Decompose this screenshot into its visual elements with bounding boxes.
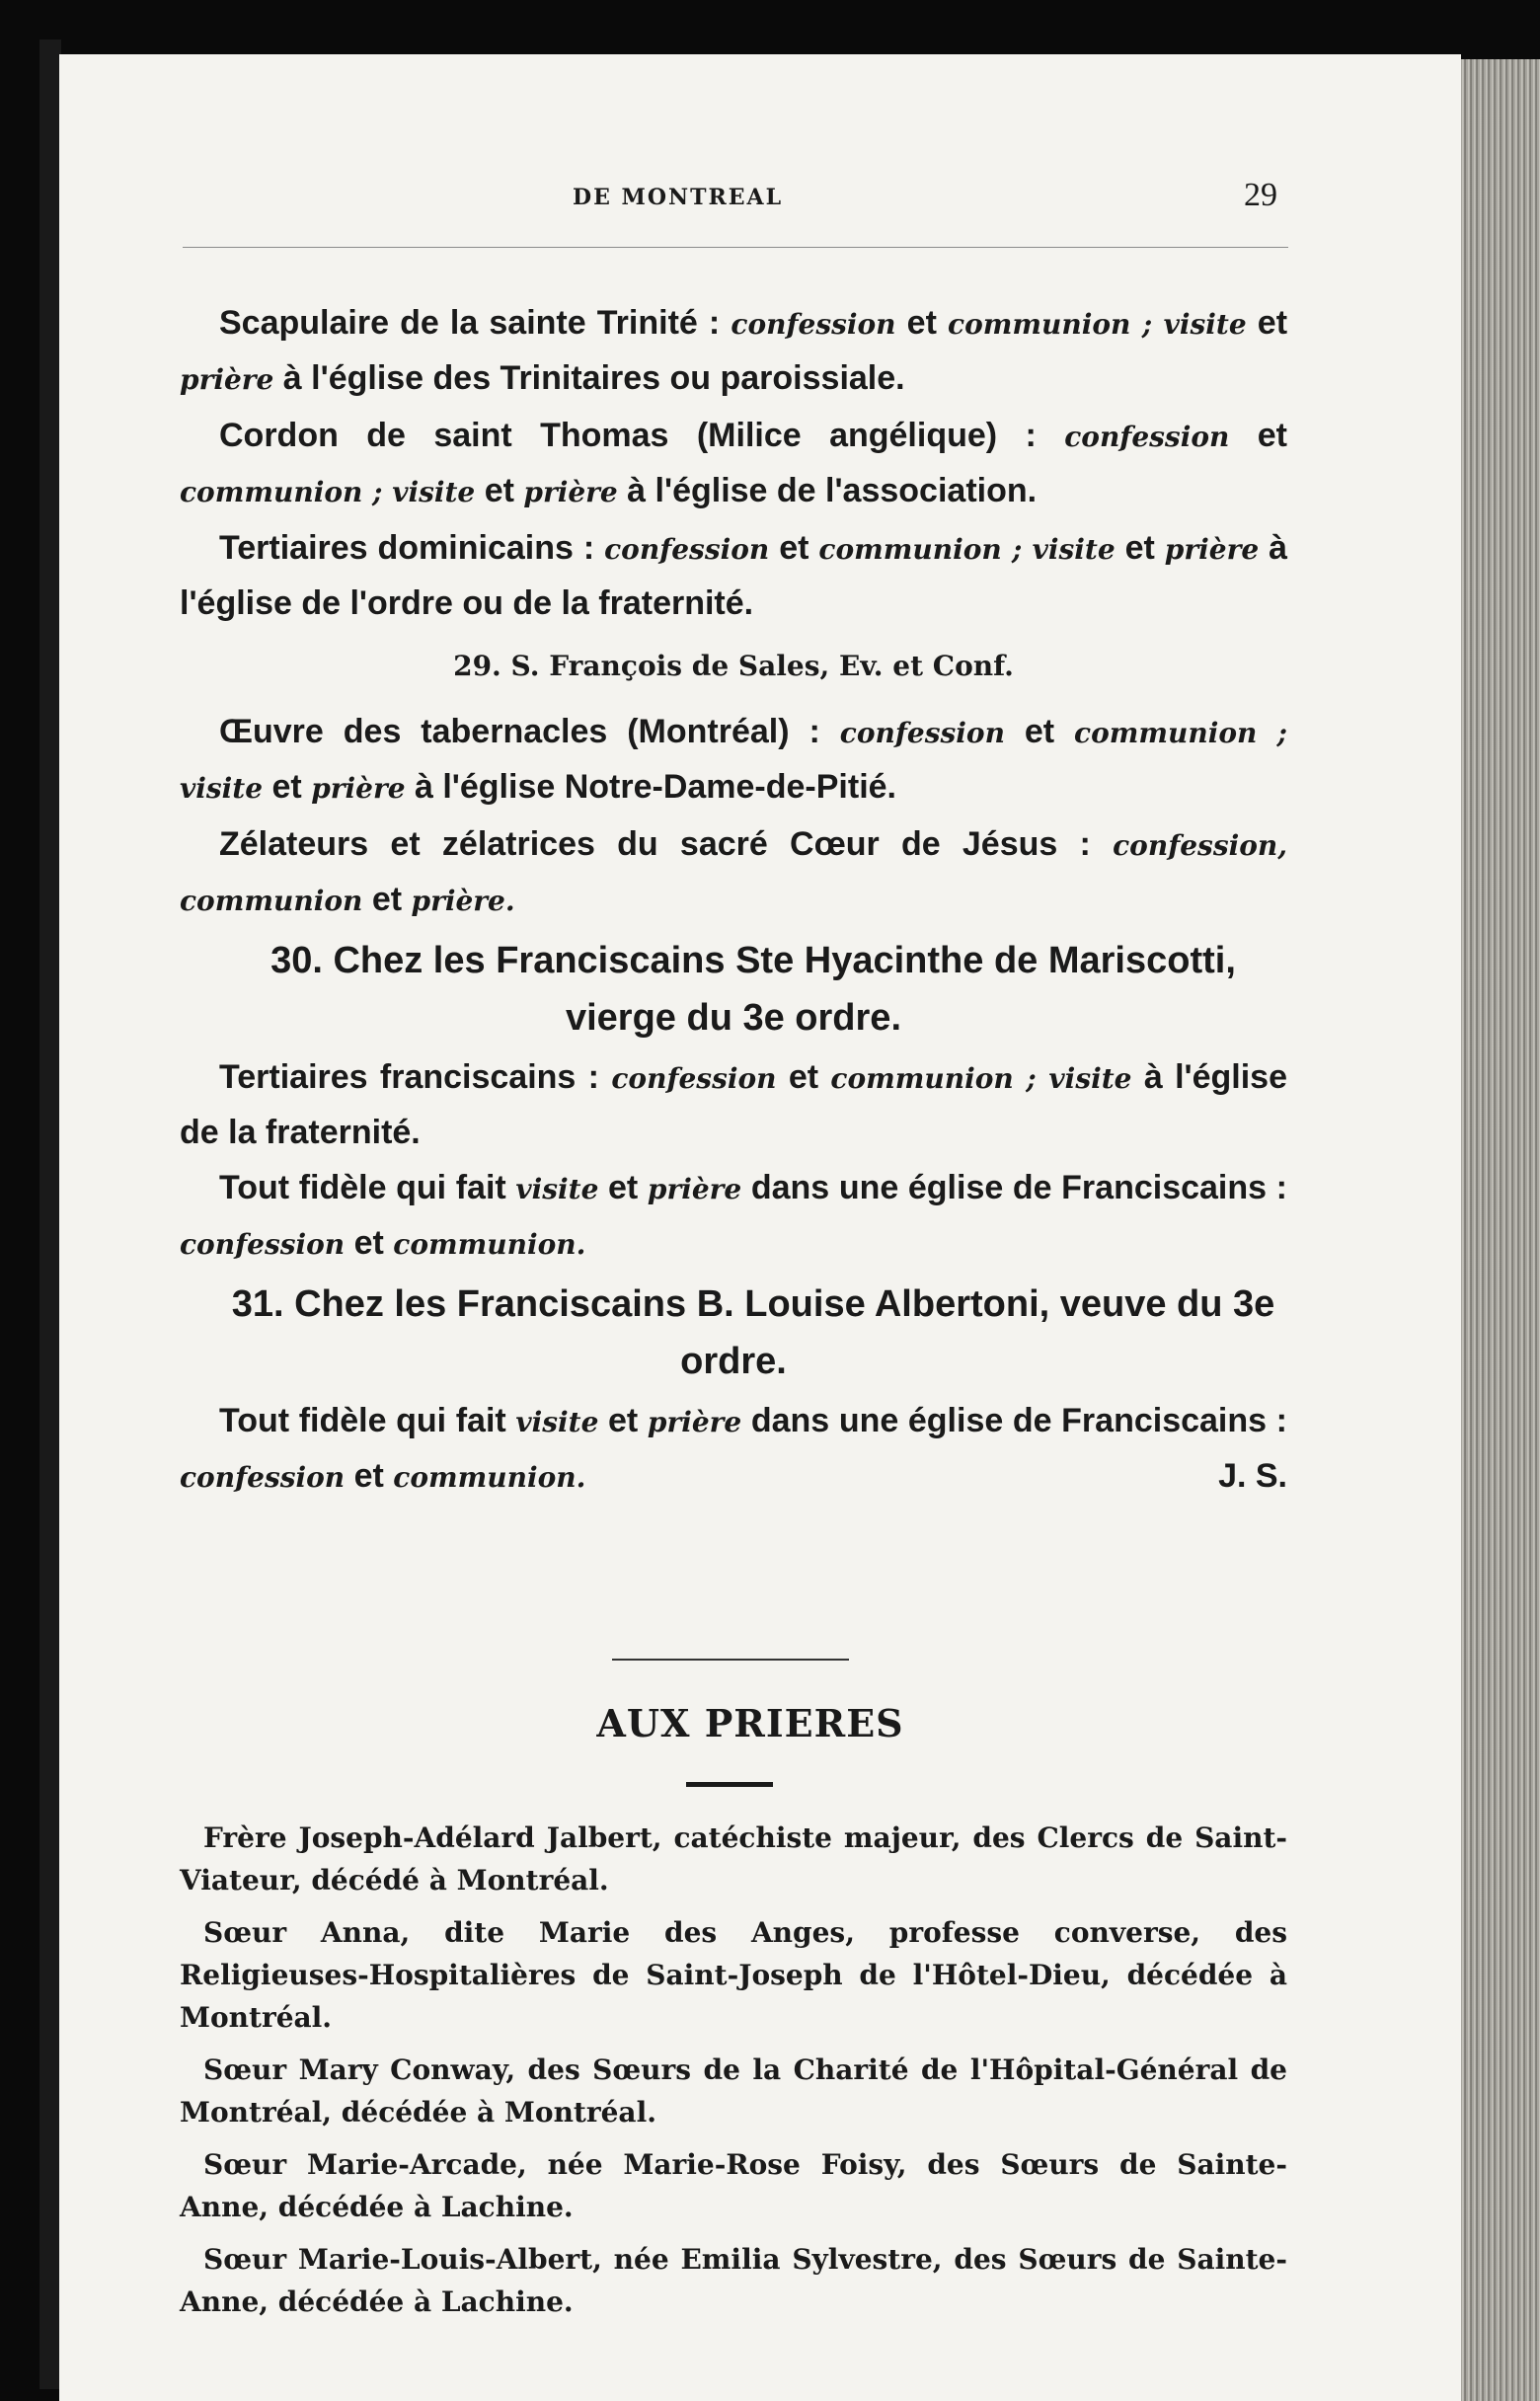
section-title: AUX PRIERES [596,1701,904,1745]
paragraph: Tout fidèle qui fait visite et prière dans une église de Franciscains : confession et communion. [180,1169,1287,1262]
paragraph: Cordon de saint Thomas (Milice angélique) : confession et communion ; visite et prière à l'église de l'association. [180,417,1287,509]
obituary-list [180,1817,1287,2333]
obituary-entry: Frère Joseph-Adélard Jalbert, catéchiste majeur, des Clercs de Saint-Viateur, décédé à Montréal. [180,1821,1287,1897]
feast-heading: 31. Chez les Franciscains B. Louise Albertoni, veuve du 3e ordre. [231,1283,1275,1382]
obituary-entry: Sœur Marie-Arcade, née Marie-Rose Foisy, des Sœurs de Sainte-Anne, décédée à Lachine. [180,2148,1287,2223]
running-title: DE MONTREAL [573,185,784,210]
main-text [180,296,1287,1507]
obituary-entry: Sœur Marie-Louis-Albert, née Emilia Sylvestre, des Sœurs de Sainte-Anne, décédée à Lachine. [180,2243,1287,2318]
obituary-entry: Sœur Mary Conway, des Sœurs de la Charité de l'Hôpital-Général de Montréal, décédée à Montréal. [180,2053,1287,2129]
feast-heading: 30. Chez les Franciscains Ste Hyacinthe de Mariscotti, vierge du 3e ordre. [270,940,1236,1039]
obituary-entry: Sœur Anna, dite Marie des Anges, professe converse, des Religieuses-Hospitalières de Saint-Joseph de l'Hôtel-Dieu, décédée à Montréal. [180,1916,1287,2034]
paragraph: Œuvre des tabernacles (Montréal) : confession et communion ; visite et prière à l'église Notre-Dame-de-Pitié. [180,713,1287,806]
section-rule [686,1782,773,1787]
paragraph: Tertiaires franciscains : confession et communion ; visite à l'église de la fraternité. [180,1058,1287,1151]
book-page [59,54,1461,2401]
book-spine [39,39,61,2389]
signature: J. S. [1218,1457,1287,1495]
paragraph: Scapulaire de la sainte Trinité : confession et communion ; visite et prière à l'église des Trinitaires ou paroissiale. [180,304,1288,397]
header-rule [183,247,1288,248]
paragraph: Zélateurs et zélatrices du sacré Cœur de Jésus : confession, communion et prière. [180,825,1287,918]
page-number: 29 [1244,177,1277,213]
section-divider [612,1659,849,1661]
feast-heading: 29. S. François de Sales, Ev. et Conf. [453,650,1014,682]
page-edge [1461,59,1540,2401]
paragraph: Tout fidèle qui fait visite et prière dans une église de Franciscains : confession et communion. J. S. [180,1394,1287,1505]
paragraph: Tertiaires dominicains : confession et communion ; visite et prière à l'église de l'ordre ou de la fraternité. [180,529,1288,622]
